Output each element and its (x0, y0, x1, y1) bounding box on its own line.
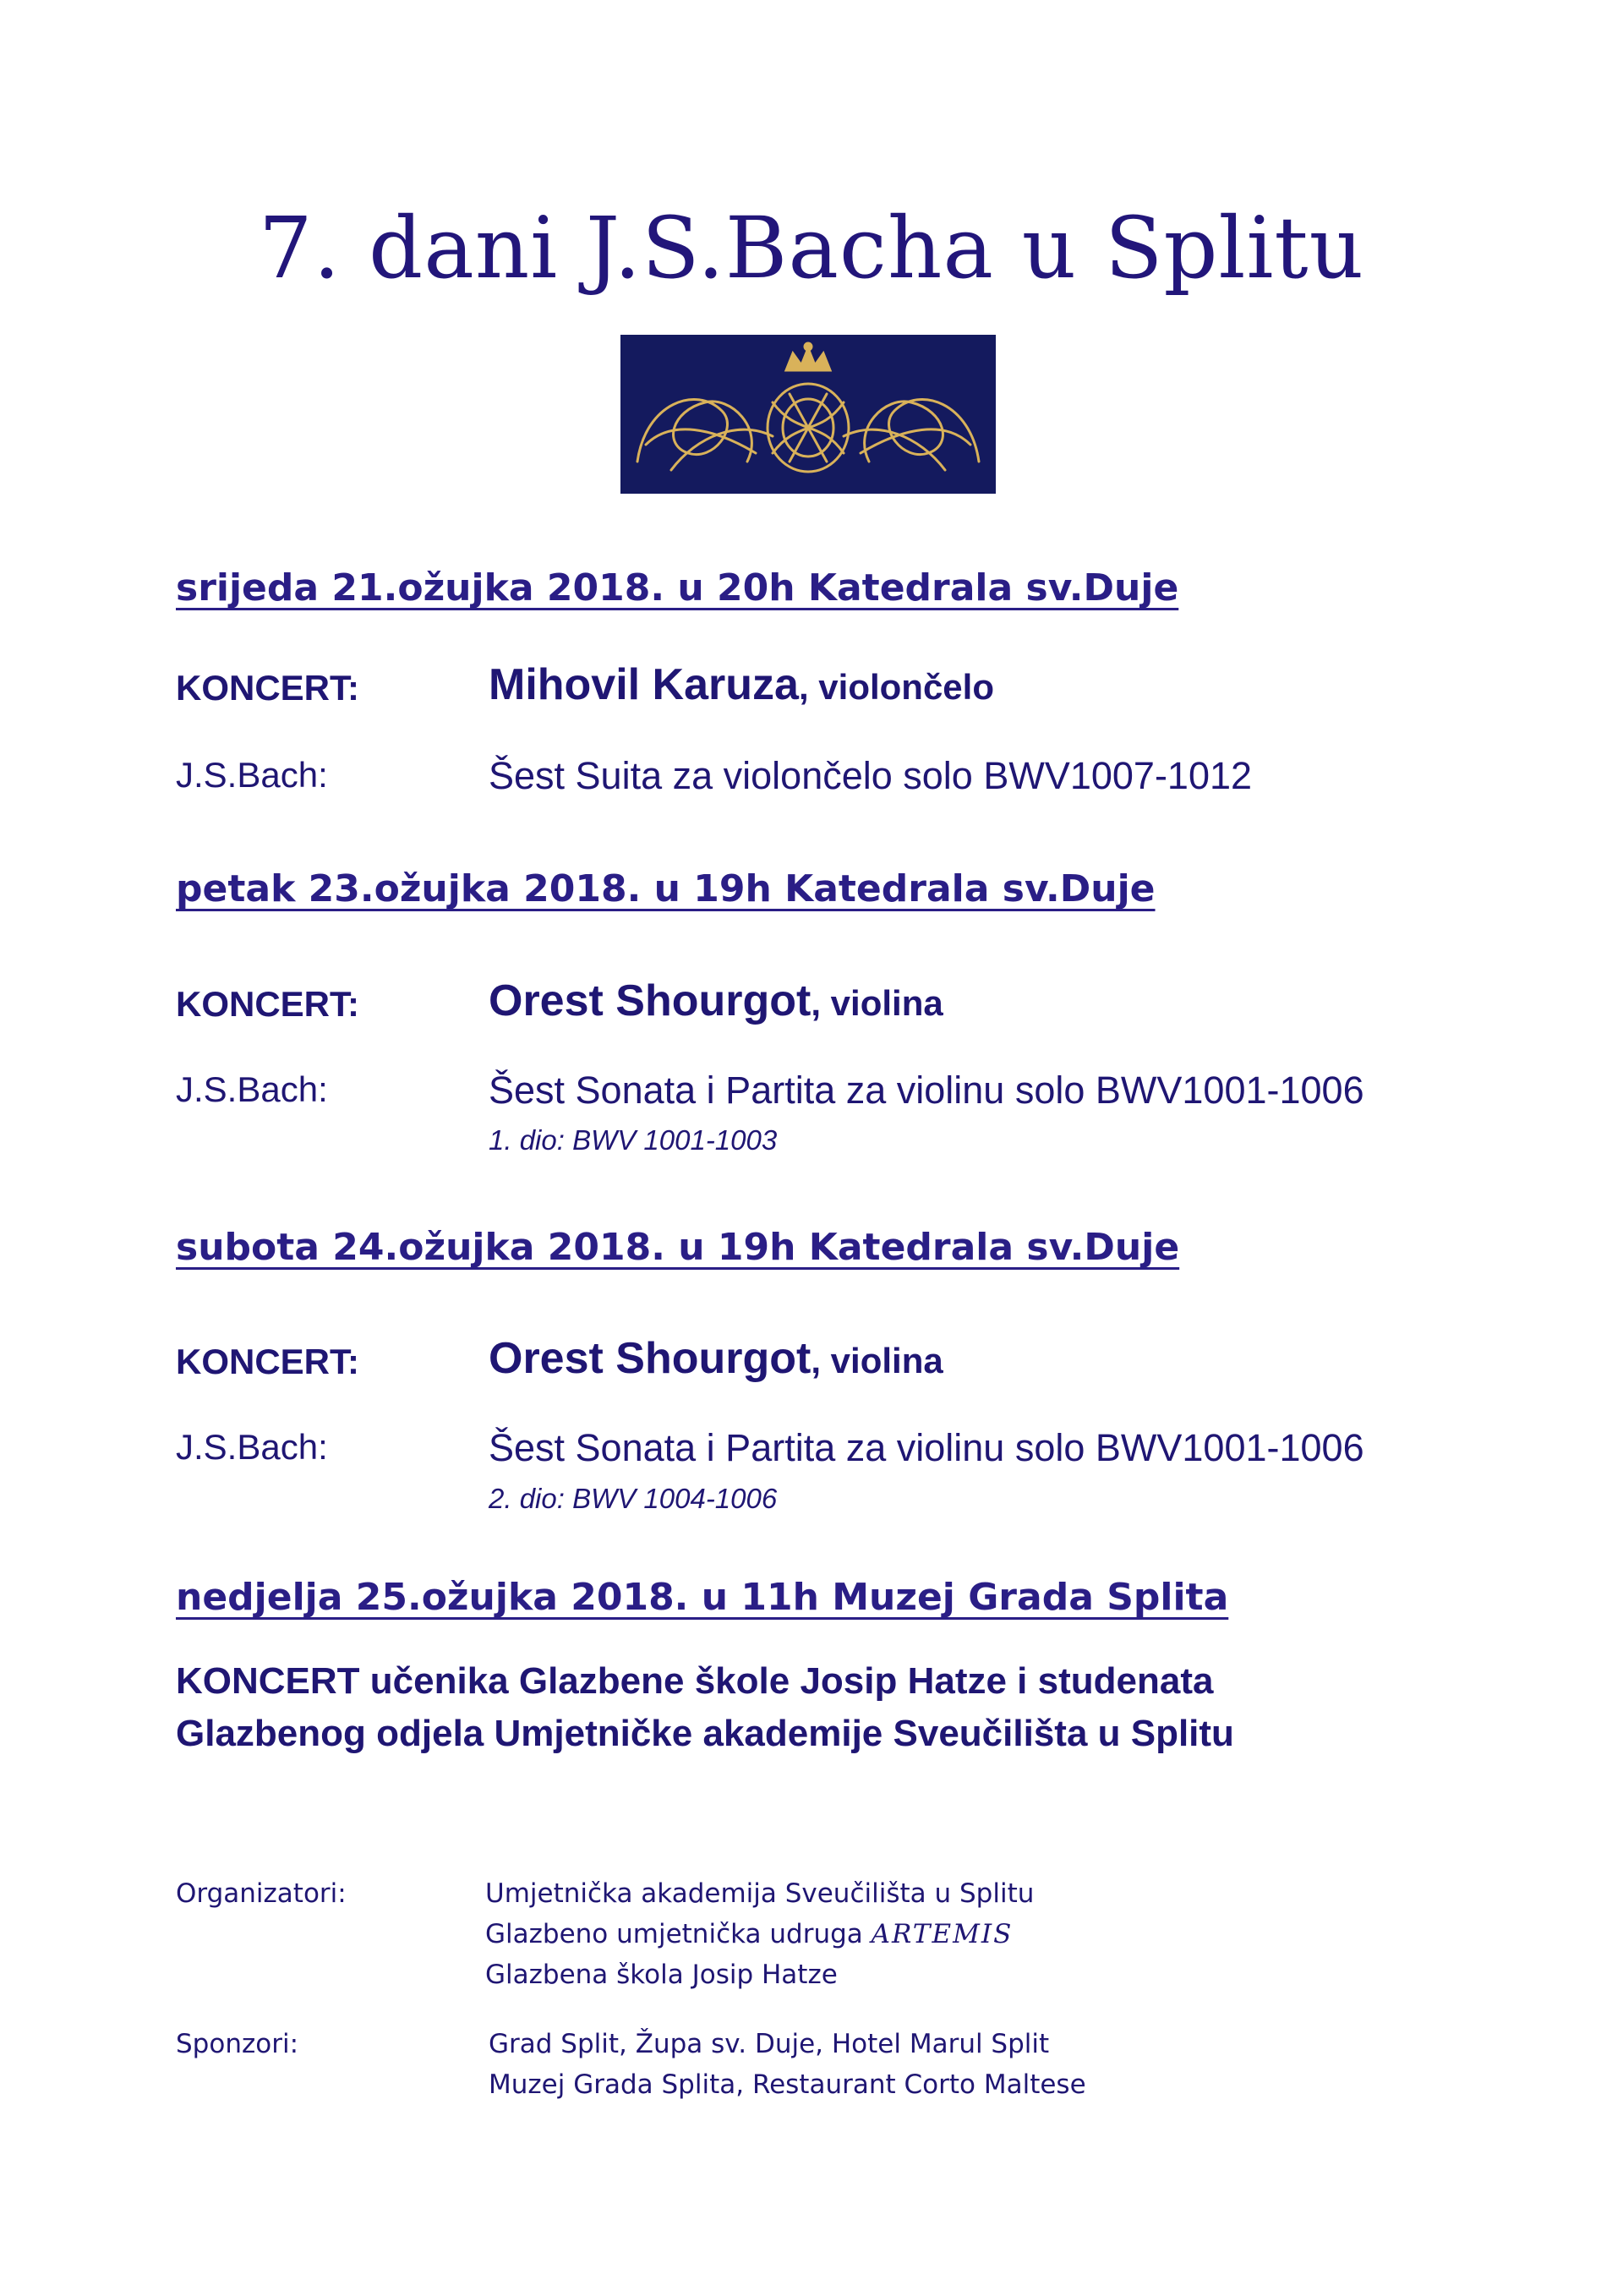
logo-text: JSB (620, 335, 622, 336)
sponsors-label: Sponzori: (176, 2029, 299, 2059)
organizer-2 (485, 1919, 1013, 1949)
event-2-work: Šest Sonata i Partita za violinu solo BWV1001-1006 (489, 1069, 1364, 1112)
event-2-part: 1. dio: BWV 1001-1003 (489, 1124, 778, 1156)
event-4-concert-line-1: KONCERT učenika Glazbene škole Josip Hatze i studenata (176, 1660, 1214, 1702)
organizer-2-artemis: ARTEMIS (871, 1919, 1014, 1949)
performer-instrument: , violončelo (798, 667, 994, 707)
event-3-part: 2. dio: BWV 1004-1006 (489, 1483, 778, 1514)
bach-monogram-icon (620, 335, 996, 494)
organizer-2-prefix: Glazbeno umjetnička udruga (485, 1919, 872, 1949)
performer-name: Orest Shourgot (489, 1334, 812, 1383)
event-3-performer (489, 1333, 943, 1384)
event-4-date-line: nedjelja 25.ožujka 2018. u 11h Muzej Grada Splita (176, 1576, 1229, 1619)
event-1-date-line: srijeda 21.ožujka 2018. u 20h Katedrala sv.Duje (176, 566, 1179, 610)
event-1-performer (489, 659, 994, 710)
event-3-composer-label: J.S.Bach: (176, 1427, 328, 1467)
event-2-date-line: petak 23.ožujka 2018. u 19h Katedrala sv.Duje (176, 867, 1156, 910)
event-1-concert-label: KONCERT: (176, 668, 359, 708)
event-3-concert-label: KONCERT: (176, 1342, 359, 1381)
performer-instrument: , violina (811, 983, 943, 1023)
event-2-performer (489, 976, 943, 1026)
organizer-1: Umjetnička akademija Sveučilišta u Splitu (485, 1878, 1035, 1909)
performer-name: Orest Shourgot (489, 976, 812, 1025)
performer-name: Mihovil Karuza (489, 660, 799, 709)
event-2-concert-label: KONCERT: (176, 984, 359, 1024)
event-3-date-line: subota 24.ožujka 2018. u 19h Katedrala sv.Duje (176, 1226, 1180, 1269)
organizer-3: Glazbena škola Josip Hatze (485, 1960, 838, 1990)
event-3-work: Šest Sonata i Partita za violinu solo BWV1001-1006 (489, 1426, 1364, 1469)
event-4-concert-line-2: Glazbenog odjela Umjetničke akademije Sveučilišta u Splitu (176, 1713, 1234, 1754)
event-2-composer-label: J.S.Bach: (176, 1069, 328, 1109)
sponsor-line-2: Muzej Grada Splita, Restaurant Corto Maltese (489, 2069, 1086, 2100)
performer-instrument: , violina (811, 1341, 943, 1380)
page-title: 7. dani J.S.Bacha u Splitu (258, 199, 1365, 298)
sponsor-line-1: Grad Split, Župa sv. Duje, Hotel Marul Split (489, 2029, 1050, 2059)
event-1-composer-label: J.S.Bach: (176, 755, 328, 795)
event-1-work: Šest Suita za violončelo solo BWV1007-1012 (489, 754, 1253, 797)
organizers-label: Organizatori: (176, 1878, 347, 1909)
